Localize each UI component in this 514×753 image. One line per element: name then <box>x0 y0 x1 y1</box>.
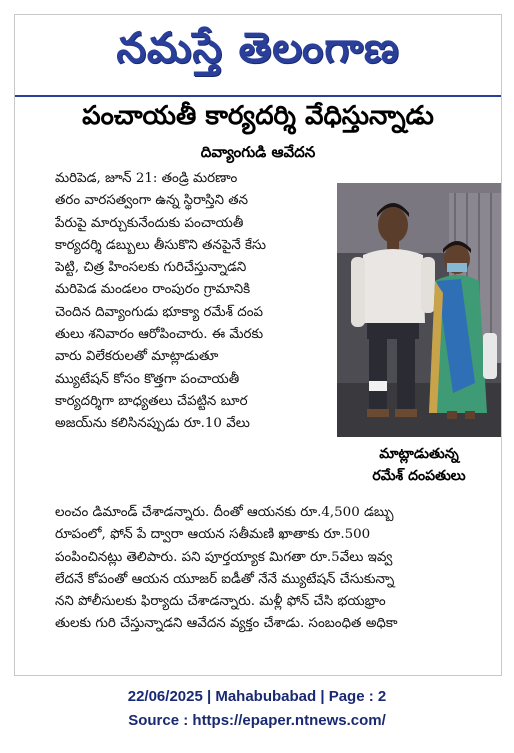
article-wide-line: నని పోలీసులకు ఫిర్యాదు చేశాడన్నారు. మళ్లీ ఫోన్ చేసి భయభ్రాం <box>55 594 386 610</box>
article-narrow-line: చెందిన దివ్యాంగుడు భూక్యా రమేశ్ దంప <box>55 304 264 320</box>
article-narrow-line: పెట్టి, చిత్ర హింసలకు గురిచేస్తున్నాడని <box>55 260 247 276</box>
article-narrow-line: వారు విలేకరులతో మాట్లాడుతూ <box>55 349 219 365</box>
article-wide-line: తులకు గురి చేస్తున్నాడని ఆవేదన వ్యక్తం చేశాడు. సంబంధిత అధికా <box>55 616 398 632</box>
masthead-rule <box>15 95 501 97</box>
article-subheadline: దివ్యాంగుడి ఆవేదన <box>200 143 316 161</box>
article-wide-line: లంచం డిమాండ్ చేశాడన్నారు. దీంతో ఆయనకు రూ.4,500 డబ్బు <box>55 505 394 520</box>
article-body-wide <box>55 502 495 636</box>
article-narrow-line: అజయ్‌ను కలిసినప్పుడు రూ.10 వేలు <box>55 416 250 432</box>
footer-edition-info: 22/06/2025 | Mahabubabad | Page : 2 <box>127 688 387 705</box>
footer-source-link[interactable]: Source : https://epaper.ntnews.com/ <box>128 712 386 729</box>
article-headline: పంచాయతీ కార్యదర్శి వేధిస్తున్నాడు <box>82 101 434 131</box>
masthead <box>15 15 501 91</box>
article-narrow-line: తరం వారసత్వంగా ఉన్న స్థిరాస్తిని తన <box>55 193 249 209</box>
masthead-title: నమస్తే తెలంగాణ <box>116 23 400 72</box>
caption-line-1: మాట్లాడుతున్న <box>379 446 459 462</box>
article-wide-line: లేదనే కోపంతో ఆయన యూజర్ ఐడీతో నేనే మ్యుటేషన్ చేసుకున్నా <box>55 571 395 587</box>
article-narrow-line: మరిపెడ మండలం రాంపురం గ్రామానికి <box>55 282 251 298</box>
article-narrow-line: పేరుపై మార్చుకునేందుకు పంచాయతీ <box>55 215 244 231</box>
article-body-narrow <box>55 168 337 436</box>
article-narrow-line: మ్యుటేషన్ కోసం కొత్తగా పంచాయతీ <box>55 371 240 387</box>
article-wide-line: పంపించినట్లు తెలిపారు. పని పూర్తయ్యాక మిగతా రూ.5వేలు ఇవ్వ <box>55 549 393 565</box>
caption-line-2: రమేశ్ దంపతులు <box>372 468 466 484</box>
couple-photo-illustration <box>337 183 501 437</box>
photo-caption <box>337 443 501 487</box>
article-photo <box>337 183 501 437</box>
article-narrow-line: మరిపెడ, జూన్ 21: తండ్రి మరణాం <box>55 171 238 186</box>
article-wide-line: రూపంలో, ఫోన్ పే ద్వారా ఆయన సతీమణి ఖాతాకు రూ.500 <box>55 527 371 543</box>
article-narrow-line: కార్యదర్శి డబ్బులు తీసుకొని తనపైనే కేసు <box>55 237 267 253</box>
article-narrow-line: తులు శనివారం ఆరోపించారు. ఈ మేరకు <box>55 327 264 343</box>
article-narrow-line: కార్యదర్శిగా బాధ్యతలు చేపట్టిన బూర <box>55 393 248 409</box>
newspaper-clipping <box>14 14 502 676</box>
